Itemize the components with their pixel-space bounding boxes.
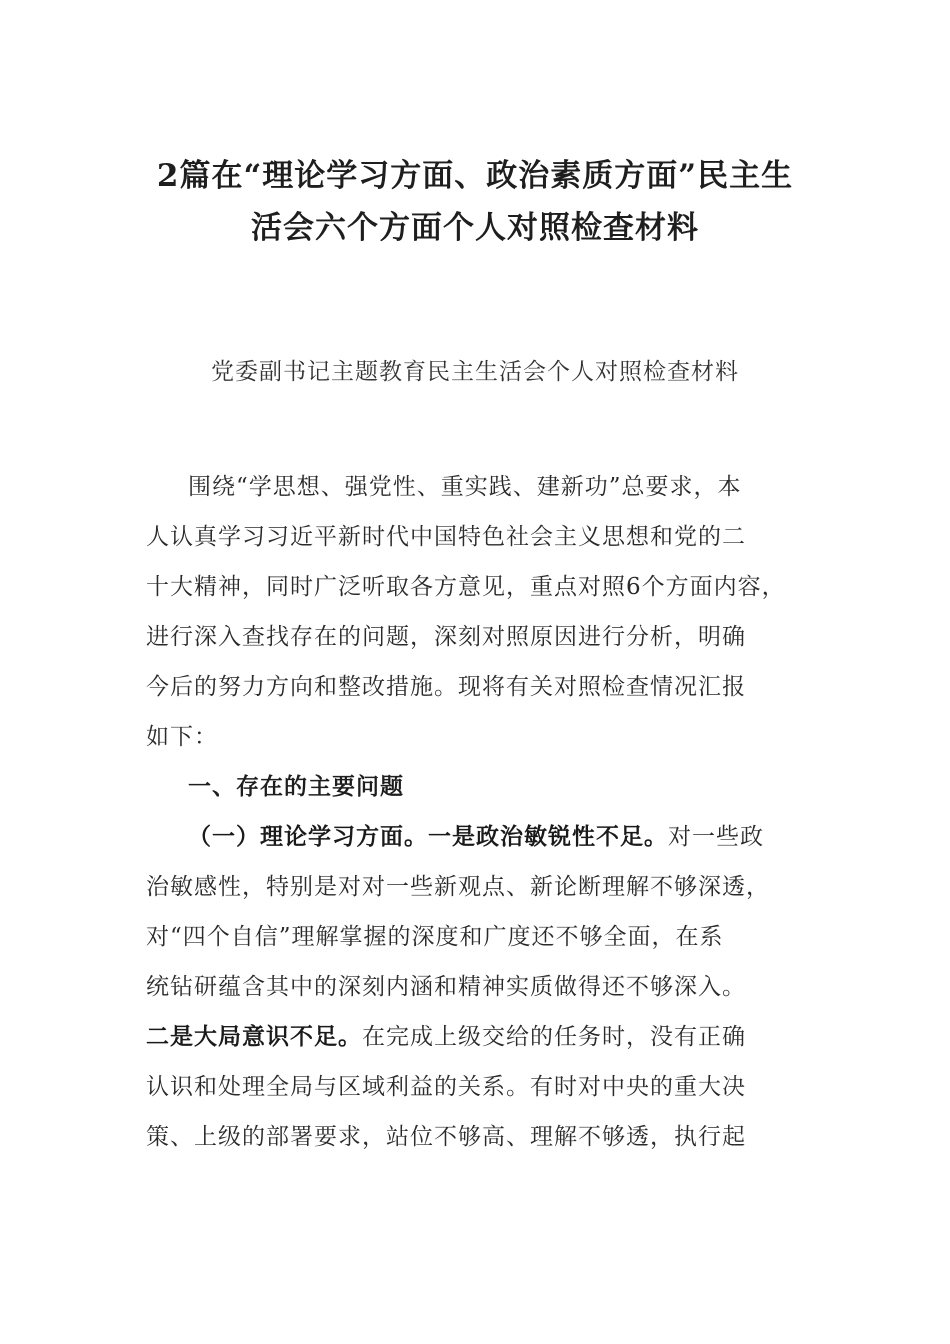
paragraph-line: 围绕“学思想、强党性、重实践、建新功”总要求，本 bbox=[188, 474, 742, 500]
paragraph-line: 认识和处理全局与区域利益的关系。有时对中央的重大决 bbox=[146, 1074, 746, 1100]
paragraph-line: 对“四个自信”理解掌握的深度和广度还不够全面，在系 bbox=[146, 924, 724, 950]
bold-lead: （一）理论学习方面。一是政治敏锐性不足。 bbox=[188, 823, 668, 850]
paragraph-line: 人认真学习习近平新时代中国特色社会主义思想和党的二 bbox=[146, 524, 746, 550]
paragraph-line: 治敏感性，特别是对对一些新观点、新论断理解不够深透， bbox=[146, 874, 770, 900]
paragraph-text: 在完成上级交给的任务时，没有正确 bbox=[362, 1024, 746, 1050]
document-subtitle: 党委副书记主题教育民主生活会个人对照检查材料 bbox=[211, 359, 739, 385]
paragraph-text: 对一些政 bbox=[668, 824, 764, 850]
title-line-1: 2篇在“理论学习方面、政治素质方面”民主生 bbox=[156, 158, 794, 194]
title-line-2: 活会六个方面个人对照检查材料 bbox=[251, 210, 699, 246]
paragraph-line bbox=[146, 1020, 746, 1054]
document-title bbox=[100, 150, 850, 254]
section-heading: 一、存在的主要问题 bbox=[188, 773, 404, 800]
paragraph-line bbox=[188, 820, 764, 854]
paragraph-line: 如下： bbox=[146, 724, 218, 750]
paragraph-line: 今后的努力方向和整改措施。现将有关对照检查情况汇报 bbox=[146, 674, 746, 700]
bold-lead: 二是大局意识不足。 bbox=[146, 1023, 362, 1050]
paragraph-line: 统钻研蕴含其中的深刻内涵和精神实质做得还不够深入。 bbox=[146, 974, 746, 1000]
paragraph-line: 十大精神，同时广泛听取各方意见，重点对照6个方面内容， bbox=[146, 574, 786, 600]
paragraph-line: 策、上级的部署要求，站位不够高、理解不够透，执行起 bbox=[146, 1124, 746, 1150]
paragraph-line: 进行深入查找存在的问题，深刻对照原因进行分析，明确 bbox=[146, 624, 746, 650]
